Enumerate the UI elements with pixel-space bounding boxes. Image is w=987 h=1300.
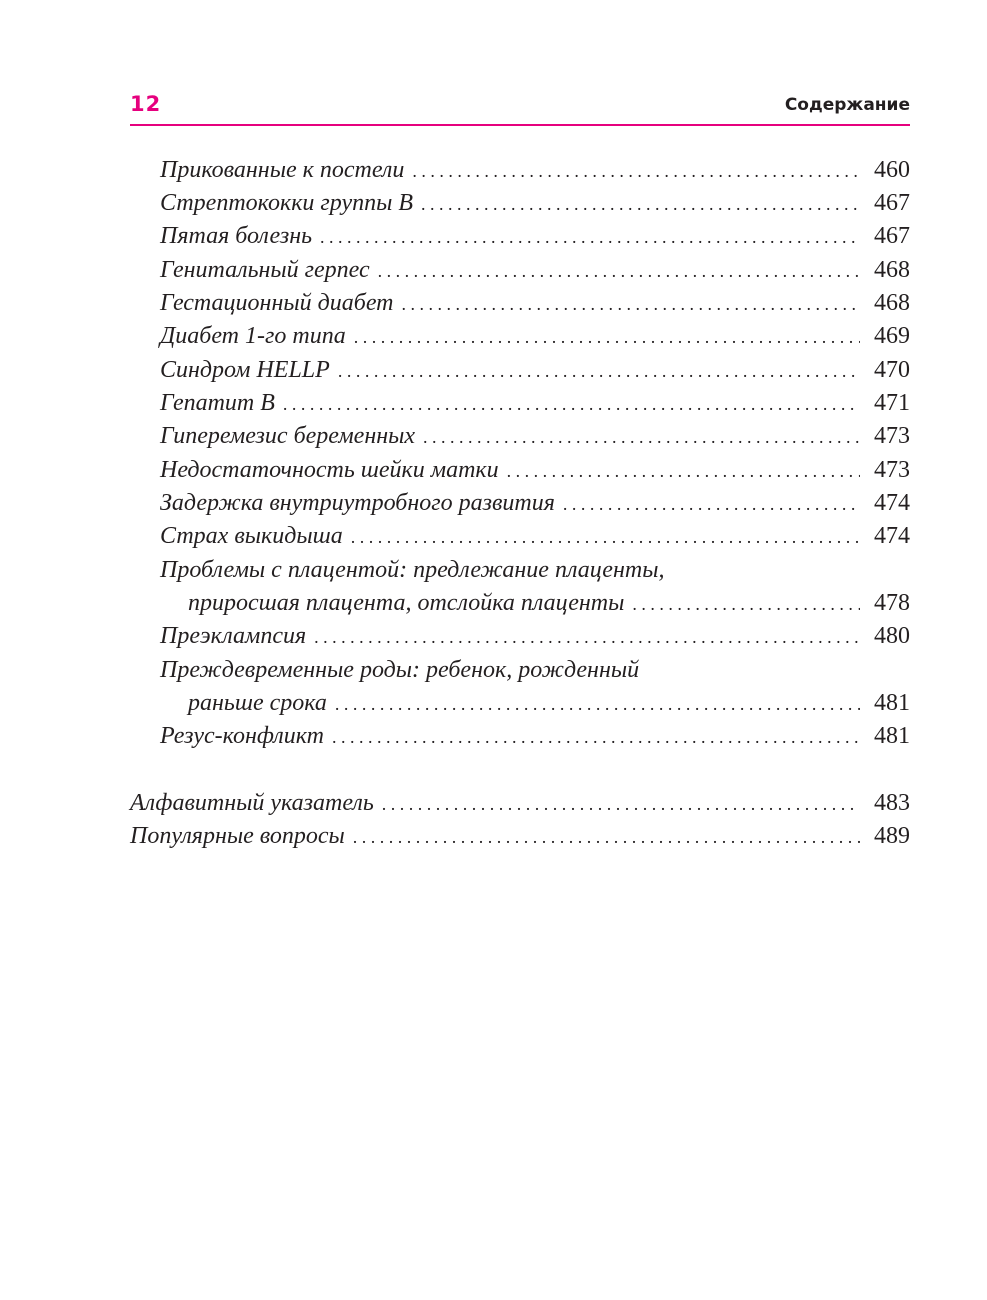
toc-entry[interactable] <box>160 520 910 553</box>
section-title: Содержание <box>784 95 910 115</box>
toc-entry-title: Пятая болезнь <box>160 223 313 249</box>
toc-entry-page: 483 <box>874 790 910 816</box>
toc-entry-title: Недостаточность шейки матки <box>160 457 499 483</box>
dot-leader <box>421 188 860 221</box>
dot-leader <box>354 321 860 354</box>
toc-entry-page: 474 <box>874 490 910 516</box>
toc-entry-page: 473 <box>874 457 910 483</box>
toc-entry-title: Задержка внутриутробного развития <box>160 490 555 516</box>
toc-entry-page: 468 <box>874 290 910 316</box>
toc-entry-title: Гестационный диабет <box>160 290 394 316</box>
toc-entry-title: Алфавитный указатель <box>130 790 374 816</box>
toc-entry-title: Генитальный герпес <box>160 257 370 283</box>
dot-leader <box>335 688 860 721</box>
toc-entry[interactable] <box>160 287 910 320</box>
dot-leader <box>402 288 861 321</box>
toc-entry-continuation[interactable] <box>188 587 910 620</box>
dot-leader <box>563 488 860 521</box>
dot-leader <box>283 388 860 421</box>
toc-entry[interactable] <box>160 254 910 287</box>
toc-entry[interactable] <box>160 720 910 753</box>
page-header <box>130 88 910 126</box>
toc-entry[interactable] <box>160 387 910 420</box>
toc-entry[interactable] <box>160 354 910 387</box>
toc-entry-title: Страх выкидыша <box>160 523 343 549</box>
toc-entry-first-line[interactable] <box>160 654 910 687</box>
dot-leader <box>320 221 860 254</box>
dot-leader <box>507 455 860 488</box>
toc-entry-page: 470 <box>874 357 910 383</box>
dot-leader <box>378 255 860 288</box>
toc-entry-page: 478 <box>874 590 910 616</box>
toc-entry[interactable] <box>160 620 910 653</box>
toc-entry-title: Гиперемезис беременных <box>160 423 416 449</box>
dot-leader <box>412 155 860 188</box>
toc-entry-page: 474 <box>874 523 910 549</box>
toc-entry[interactable] <box>160 220 910 253</box>
page-number: 12 <box>130 92 162 116</box>
toc-entry[interactable] <box>160 454 910 487</box>
toc-entry-title: приросшая плацента, отслойка плаценты <box>188 590 625 616</box>
toc-entry-title: Резус-конфликт <box>160 723 324 749</box>
toc-entry-title: Прикованные к постели <box>160 157 405 183</box>
dot-leader <box>332 721 860 754</box>
toc-entry-page: 481 <box>874 723 910 749</box>
dot-leader <box>632 588 860 621</box>
toc-entry-title: Гепатит В <box>160 390 275 416</box>
toc-entry[interactable] <box>160 487 910 520</box>
toc-entry-title: Диабет 1-го типа <box>160 323 346 349</box>
toc-entry-title: Стрептококки группы В <box>160 190 414 216</box>
toc-entry[interactable] <box>160 420 910 453</box>
toc-entry-title: Синдром HELLP <box>160 357 330 383</box>
toc-entry-page: 469 <box>874 323 910 349</box>
dot-leader <box>338 355 860 388</box>
toc-entry-continuation[interactable] <box>188 687 910 720</box>
toc-entry-title: Популярные вопросы <box>130 823 345 849</box>
toc-entry-page: 471 <box>874 390 910 416</box>
dot-leader <box>423 421 860 454</box>
dot-leader <box>351 521 860 554</box>
toc-entry-page: 467 <box>874 223 910 249</box>
toc-entry-page: 467 <box>874 190 910 216</box>
toc-entry-title: Преждевременные роды: ребенок, рожденный <box>160 657 640 683</box>
toc-entry[interactable] <box>160 320 910 353</box>
toc-entry[interactable] <box>160 154 910 187</box>
toc-entry-title: Проблемы с плацентой: предлежание плаценты, <box>160 557 665 583</box>
toc-entry-page: 481 <box>874 690 910 716</box>
toc-entry-index[interactable] <box>130 787 910 820</box>
dot-leader <box>353 821 860 854</box>
toc-entry-faq[interactable] <box>130 820 910 853</box>
toc-entry-page: 489 <box>874 823 910 849</box>
toc-entry-page: 480 <box>874 623 910 649</box>
toc-entry-title: раньше срока <box>188 690 327 716</box>
dot-leader <box>314 621 860 654</box>
dot-leader <box>382 788 860 821</box>
toc-entry-first-line[interactable] <box>160 554 910 587</box>
toc-entry-title: Преэклампсия <box>160 623 307 649</box>
toc-entry-page: 460 <box>874 157 910 183</box>
toc-entry-page: 473 <box>874 423 910 449</box>
toc-entry[interactable] <box>160 187 910 220</box>
toc-entry-page: 468 <box>874 257 910 283</box>
